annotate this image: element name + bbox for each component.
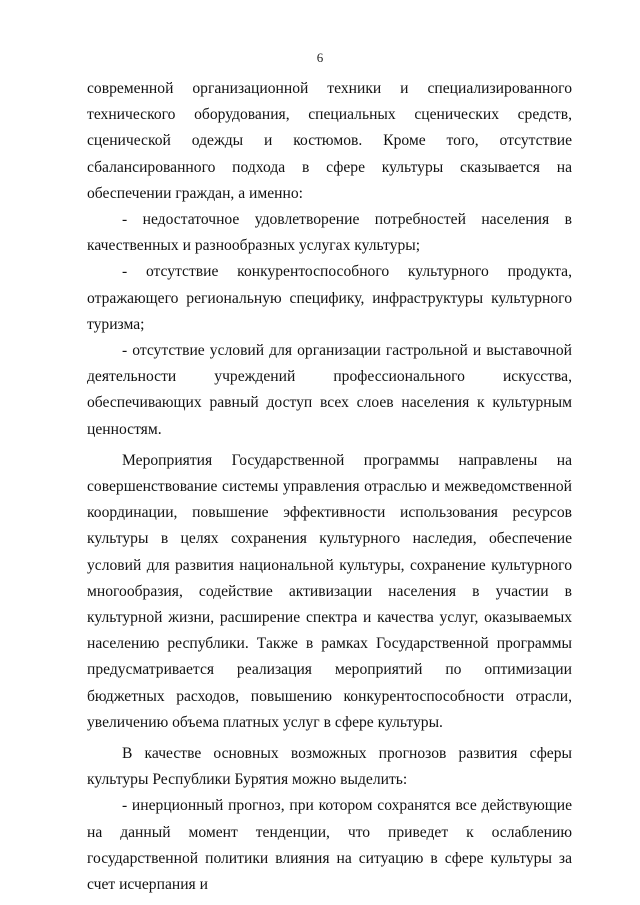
list-item-inertial-forecast: - инерционный прогноз, при котором сохранятся все действующие на данный момент тенденции, что приведет к ослаблению государственной политики влияния на ситуацию в сфере культуры за счет исчерпания и bbox=[87, 797, 572, 894]
paragraph-forecasts: В качестве основных возможных прогнозов развития сферы культуры Республики Бурятия можно выделить: bbox=[87, 745, 572, 789]
list-item-satisfaction: - недостаточное удовлетворение потребностей населения в качественных и разнообразных услугах культуры; bbox=[87, 211, 572, 255]
document-body bbox=[87, 76, 572, 898]
list-item-touring-conditions: - отсутствие условий для организации гастрольной и выставочной деятельности учреждений профессионального искусства, обеспечивающих равный доступ всех слоев населения к культурным ценностям. bbox=[87, 342, 572, 438]
paragraph-intro: современной организационной техники и специализированного технического оборудования, специальных сценических средств, сценической одежды и костюмов. Кроме того, отсутствие сбалансированного подхода в сфере культуры сказывается на обеспечении граждан, а именно: bbox=[87, 80, 572, 202]
page-number: 6 bbox=[316, 50, 324, 65]
paragraph-program-measures: Мероприятия Государственной программы направлены на совершенствование системы управления отраслью и межведомственной координации, повышение эффективности использования ресурсов культуры в целях сохранения культурного наследия, обеспечение условий для развития национальной культуры, сохранение культурного многообразия, содействие активизации населения в участии в культурной жизни, расширение спектра и качества услуг, оказываемых населению республики. Также в рамках Государственной программы предусматривается реализация мероприятий по оптимизации бюджетных расходов, повышению конкурентоспособности отрасли, увеличению объема платных услуг в сфере культуры. bbox=[87, 451, 572, 731]
list-item-cultural-product: - отсутствие конкурентоспособного культурного продукта, отражающего региональную специфику, инфраструктуры культурного туризма; bbox=[87, 263, 572, 333]
